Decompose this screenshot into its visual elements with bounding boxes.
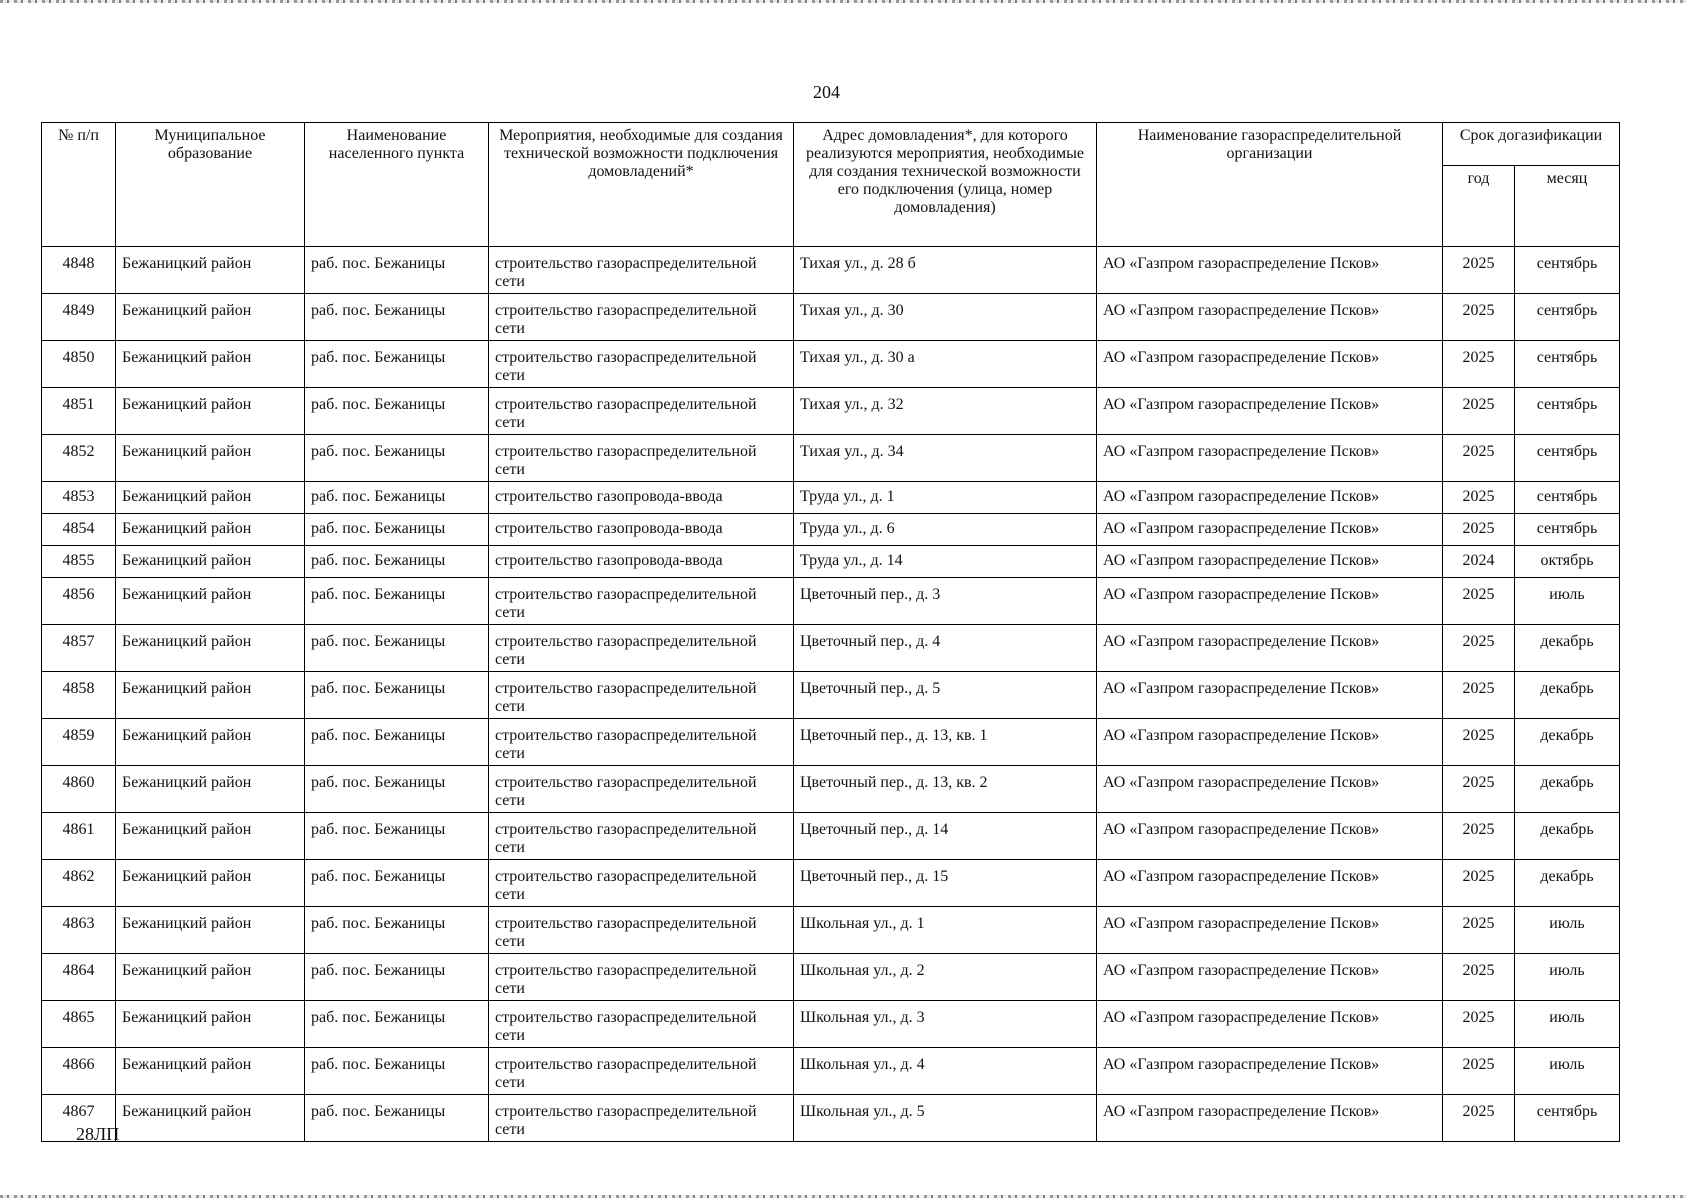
cell-settlement: раб. пос. Бежаницы [305, 1001, 489, 1048]
cell-year: 2025 [1443, 1001, 1515, 1048]
table-row [42, 907, 1620, 954]
cell-settlement: раб. пос. Бежаницы [305, 294, 489, 341]
table-row [42, 860, 1620, 907]
cell-settlement: раб. пос. Бежаницы [305, 625, 489, 672]
cell-measure: строительство газораспределительной сети [489, 672, 794, 719]
cell-num: 4849 [42, 294, 116, 341]
cell-municipality: Бежаницкий район [116, 1095, 305, 1142]
cell-settlement: раб. пос. Бежаницы [305, 1095, 489, 1142]
cell-organization: АО «Газпром газораспределение Псков» [1097, 578, 1443, 625]
cell-num: 4866 [42, 1048, 116, 1095]
cell-measure: строительство газораспределительной сети [489, 578, 794, 625]
cell-year: 2025 [1443, 625, 1515, 672]
table-row [42, 672, 1620, 719]
cell-address: Цветочный пер., д. 13, кв. 2 [794, 766, 1097, 813]
cell-measure: строительство газораспределительной сети [489, 1095, 794, 1142]
cell-year: 2025 [1443, 514, 1515, 546]
cell-settlement: раб. пос. Бежаницы [305, 578, 489, 625]
cell-municipality: Бежаницкий район [116, 546, 305, 578]
cell-settlement: раб. пос. Бежаницы [305, 813, 489, 860]
cell-num: 4852 [42, 435, 116, 482]
cell-measure: строительство газораспределительной сети [489, 766, 794, 813]
cell-address: Цветочный пер., д. 15 [794, 860, 1097, 907]
cell-municipality: Бежаницкий район [116, 813, 305, 860]
cell-year: 2025 [1443, 860, 1515, 907]
cell-address: Школьная ул., д. 3 [794, 1001, 1097, 1048]
cell-municipality: Бежаницкий район [116, 672, 305, 719]
cell-settlement: раб. пос. Бежаницы [305, 435, 489, 482]
cell-address: Цветочный пер., д. 4 [794, 625, 1097, 672]
table-row [42, 719, 1620, 766]
table-row [42, 247, 1620, 294]
cell-measure: строительство газораспределительной сети [489, 954, 794, 1001]
table-body [42, 247, 1620, 1142]
cell-settlement: раб. пос. Бежаницы [305, 388, 489, 435]
cell-year: 2025 [1443, 954, 1515, 1001]
cell-num: 4848 [42, 247, 116, 294]
cell-address: Школьная ул., д. 2 [794, 954, 1097, 1001]
table-row [42, 578, 1620, 625]
table-row [42, 813, 1620, 860]
cell-organization: АО «Газпром газораспределение Псков» [1097, 482, 1443, 514]
cell-organization: АО «Газпром газораспределение Псков» [1097, 546, 1443, 578]
table-row [42, 482, 1620, 514]
cell-num: 4856 [42, 578, 116, 625]
cell-month: сентябрь [1515, 388, 1620, 435]
cell-municipality: Бежаницкий район [116, 578, 305, 625]
cell-municipality: Бежаницкий район [116, 388, 305, 435]
cell-year: 2024 [1443, 546, 1515, 578]
cell-measure: строительство газопровода-ввода [489, 514, 794, 546]
cell-municipality: Бежаницкий район [116, 514, 305, 546]
cell-settlement: раб. пос. Бежаницы [305, 860, 489, 907]
cell-month: сентябрь [1515, 514, 1620, 546]
cell-measure: строительство газораспределительной сети [489, 388, 794, 435]
cell-address: Тихая ул., д. 34 [794, 435, 1097, 482]
cell-address: Труда ул., д. 1 [794, 482, 1097, 514]
cell-year: 2025 [1443, 813, 1515, 860]
cell-measure: строительство газораспределительной сети [489, 625, 794, 672]
header-month: месяц [1515, 166, 1620, 247]
cell-address: Тихая ул., д. 28 б [794, 247, 1097, 294]
cell-municipality: Бежаницкий район [116, 907, 305, 954]
cell-num: 4857 [42, 625, 116, 672]
cell-year: 2025 [1443, 907, 1515, 954]
header-municipality: Муниципальное образование [116, 123, 305, 247]
cell-num: 4864 [42, 954, 116, 1001]
cell-measure: строительство газопровода-ввода [489, 482, 794, 514]
cell-address: Труда ул., д. 6 [794, 514, 1097, 546]
cell-num: 4867 [42, 1095, 116, 1142]
cell-measure: строительство газораспределительной сети [489, 860, 794, 907]
header-term: Срок догазификации [1443, 123, 1620, 166]
cell-settlement: раб. пос. Бежаницы [305, 482, 489, 514]
cell-organization: АО «Газпром газораспределение Псков» [1097, 1095, 1443, 1142]
cell-year: 2025 [1443, 1095, 1515, 1142]
cell-measure: строительство газораспределительной сети [489, 341, 794, 388]
cell-municipality: Бежаницкий район [116, 435, 305, 482]
cell-month: декабрь [1515, 813, 1620, 860]
cell-measure: строительство газораспределительной сети [489, 1001, 794, 1048]
cell-num: 4862 [42, 860, 116, 907]
cell-month: июль [1515, 907, 1620, 954]
cell-address: Школьная ул., д. 4 [794, 1048, 1097, 1095]
scan-edge-bottom [0, 1195, 1686, 1198]
table-row [42, 546, 1620, 578]
cell-month: сентябрь [1515, 247, 1620, 294]
cell-settlement: раб. пос. Бежаницы [305, 546, 489, 578]
cell-organization: АО «Газпром газораспределение Псков» [1097, 1048, 1443, 1095]
table-row [42, 294, 1620, 341]
cell-month: декабрь [1515, 766, 1620, 813]
cell-organization: АО «Газпром газораспределение Псков» [1097, 294, 1443, 341]
cell-settlement: раб. пос. Бежаницы [305, 514, 489, 546]
table-row [42, 341, 1620, 388]
cell-organization: АО «Газпром газораспределение Псков» [1097, 514, 1443, 546]
cell-municipality: Бежаницкий район [116, 625, 305, 672]
cell-municipality: Бежаницкий район [116, 719, 305, 766]
cell-municipality: Бежаницкий район [116, 860, 305, 907]
cell-settlement: раб. пос. Бежаницы [305, 719, 489, 766]
cell-year: 2025 [1443, 388, 1515, 435]
table-row [42, 625, 1620, 672]
cell-measure: строительство газопровода-ввода [489, 546, 794, 578]
cell-organization: АО «Газпром газораспределение Псков» [1097, 388, 1443, 435]
cell-measure: строительство газораспределительной сети [489, 247, 794, 294]
cell-organization: АО «Газпром газораспределение Псков» [1097, 766, 1443, 813]
cell-address: Цветочный пер., д. 5 [794, 672, 1097, 719]
cell-measure: строительство газораспределительной сети [489, 813, 794, 860]
cell-num: 4853 [42, 482, 116, 514]
cell-num: 4855 [42, 546, 116, 578]
table-row [42, 435, 1620, 482]
cell-organization: АО «Газпром газораспределение Псков» [1097, 341, 1443, 388]
cell-measure: строительство газораспределительной сети [489, 719, 794, 766]
cell-settlement: раб. пос. Бежаницы [305, 247, 489, 294]
cell-num: 4850 [42, 341, 116, 388]
cell-measure: строительство газораспределительной сети [489, 1048, 794, 1095]
cell-settlement: раб. пос. Бежаницы [305, 954, 489, 1001]
gasification-table [41, 122, 1620, 1142]
cell-municipality: Бежаницкий район [116, 482, 305, 514]
cell-municipality: Бежаницкий район [116, 954, 305, 1001]
cell-month: июль [1515, 1001, 1620, 1048]
cell-address: Цветочный пер., д. 3 [794, 578, 1097, 625]
table-row [42, 388, 1620, 435]
cell-address: Тихая ул., д. 30 а [794, 341, 1097, 388]
cell-year: 2025 [1443, 719, 1515, 766]
cell-settlement: раб. пос. Бежаницы [305, 341, 489, 388]
scan-edge-top [0, 0, 1686, 3]
table-row [42, 514, 1620, 546]
cell-num: 4860 [42, 766, 116, 813]
cell-organization: АО «Газпром газораспределение Псков» [1097, 907, 1443, 954]
cell-organization: АО «Газпром газораспределение Псков» [1097, 435, 1443, 482]
cell-month: сентябрь [1515, 1095, 1620, 1142]
cell-address: Школьная ул., д. 5 [794, 1095, 1097, 1142]
cell-month: декабрь [1515, 719, 1620, 766]
table-row [42, 1048, 1620, 1095]
cell-address: Школьная ул., д. 1 [794, 907, 1097, 954]
cell-month: июль [1515, 1048, 1620, 1095]
cell-num: 4858 [42, 672, 116, 719]
cell-address: Тихая ул., д. 30 [794, 294, 1097, 341]
cell-month: декабрь [1515, 625, 1620, 672]
cell-num: 4861 [42, 813, 116, 860]
footer-code: 28ЛП [76, 1124, 120, 1144]
cell-municipality: Бежаницкий район [116, 294, 305, 341]
cell-month: декабрь [1515, 672, 1620, 719]
cell-year: 2025 [1443, 294, 1515, 341]
cell-organization: АО «Газпром газораспределение Псков» [1097, 672, 1443, 719]
table-row [42, 1001, 1620, 1048]
cell-settlement: раб. пос. Бежаницы [305, 1048, 489, 1095]
table-row [42, 1095, 1620, 1142]
cell-municipality: Бежаницкий район [116, 341, 305, 388]
cell-year: 2025 [1443, 482, 1515, 514]
cell-month: сентябрь [1515, 294, 1620, 341]
cell-address: Цветочный пер., д. 13, кв. 1 [794, 719, 1097, 766]
cell-municipality: Бежаницкий район [116, 247, 305, 294]
cell-organization: АО «Газпром газораспределение Псков» [1097, 954, 1443, 1001]
cell-municipality: Бежаницкий район [116, 1048, 305, 1095]
cell-num: 4859 [42, 719, 116, 766]
header-measures: Мероприятия, необходимые для создания технической возможности подключения домовладений* [489, 123, 794, 247]
cell-year: 2025 [1443, 1048, 1515, 1095]
cell-address: Труда ул., д. 14 [794, 546, 1097, 578]
page-number: 204 [813, 82, 840, 102]
header-year: год [1443, 166, 1515, 247]
cell-month: сентябрь [1515, 482, 1620, 514]
cell-num: 4854 [42, 514, 116, 546]
cell-settlement: раб. пос. Бежаницы [305, 672, 489, 719]
cell-month: сентябрь [1515, 435, 1620, 482]
cell-address: Тихая ул., д. 32 [794, 388, 1097, 435]
cell-year: 2025 [1443, 247, 1515, 294]
table-row [42, 954, 1620, 1001]
header-organization: Наименование газораспределительной организации [1097, 123, 1443, 247]
cell-year: 2025 [1443, 672, 1515, 719]
cell-num: 4863 [42, 907, 116, 954]
cell-municipality: Бежаницкий район [116, 766, 305, 813]
cell-measure: строительство газораспределительной сети [489, 907, 794, 954]
cell-settlement: раб. пос. Бежаницы [305, 907, 489, 954]
cell-organization: АО «Газпром газораспределение Псков» [1097, 860, 1443, 907]
cell-month: октябрь [1515, 546, 1620, 578]
cell-organization: АО «Газпром газораспределение Псков» [1097, 625, 1443, 672]
cell-year: 2025 [1443, 766, 1515, 813]
cell-address: Цветочный пер., д. 14 [794, 813, 1097, 860]
cell-num: 4865 [42, 1001, 116, 1048]
cell-organization: АО «Газпром газораспределение Псков» [1097, 813, 1443, 860]
cell-settlement: раб. пос. Бежаницы [305, 766, 489, 813]
cell-month: июль [1515, 578, 1620, 625]
cell-year: 2025 [1443, 435, 1515, 482]
header-address: Адрес домовладения*, для которого реализуются мероприятия, необходимые для создания технической возможности его подключения (улица, номер домовладения) [794, 123, 1097, 247]
cell-month: сентябрь [1515, 341, 1620, 388]
cell-measure: строительство газораспределительной сети [489, 435, 794, 482]
header-settlement: Наименование населенного пункта [305, 123, 489, 247]
cell-organization: АО «Газпром газораспределение Псков» [1097, 719, 1443, 766]
cell-year: 2025 [1443, 578, 1515, 625]
header-num: № п/п [42, 123, 116, 247]
cell-month: июль [1515, 954, 1620, 1001]
cell-num: 4851 [42, 388, 116, 435]
cell-municipality: Бежаницкий район [116, 1001, 305, 1048]
cell-measure: строительство газораспределительной сети [489, 294, 794, 341]
header-row [42, 123, 1620, 166]
cell-year: 2025 [1443, 341, 1515, 388]
cell-organization: АО «Газпром газораспределение Псков» [1097, 247, 1443, 294]
table-row [42, 766, 1620, 813]
cell-organization: АО «Газпром газораспределение Псков» [1097, 1001, 1443, 1048]
cell-month: декабрь [1515, 860, 1620, 907]
